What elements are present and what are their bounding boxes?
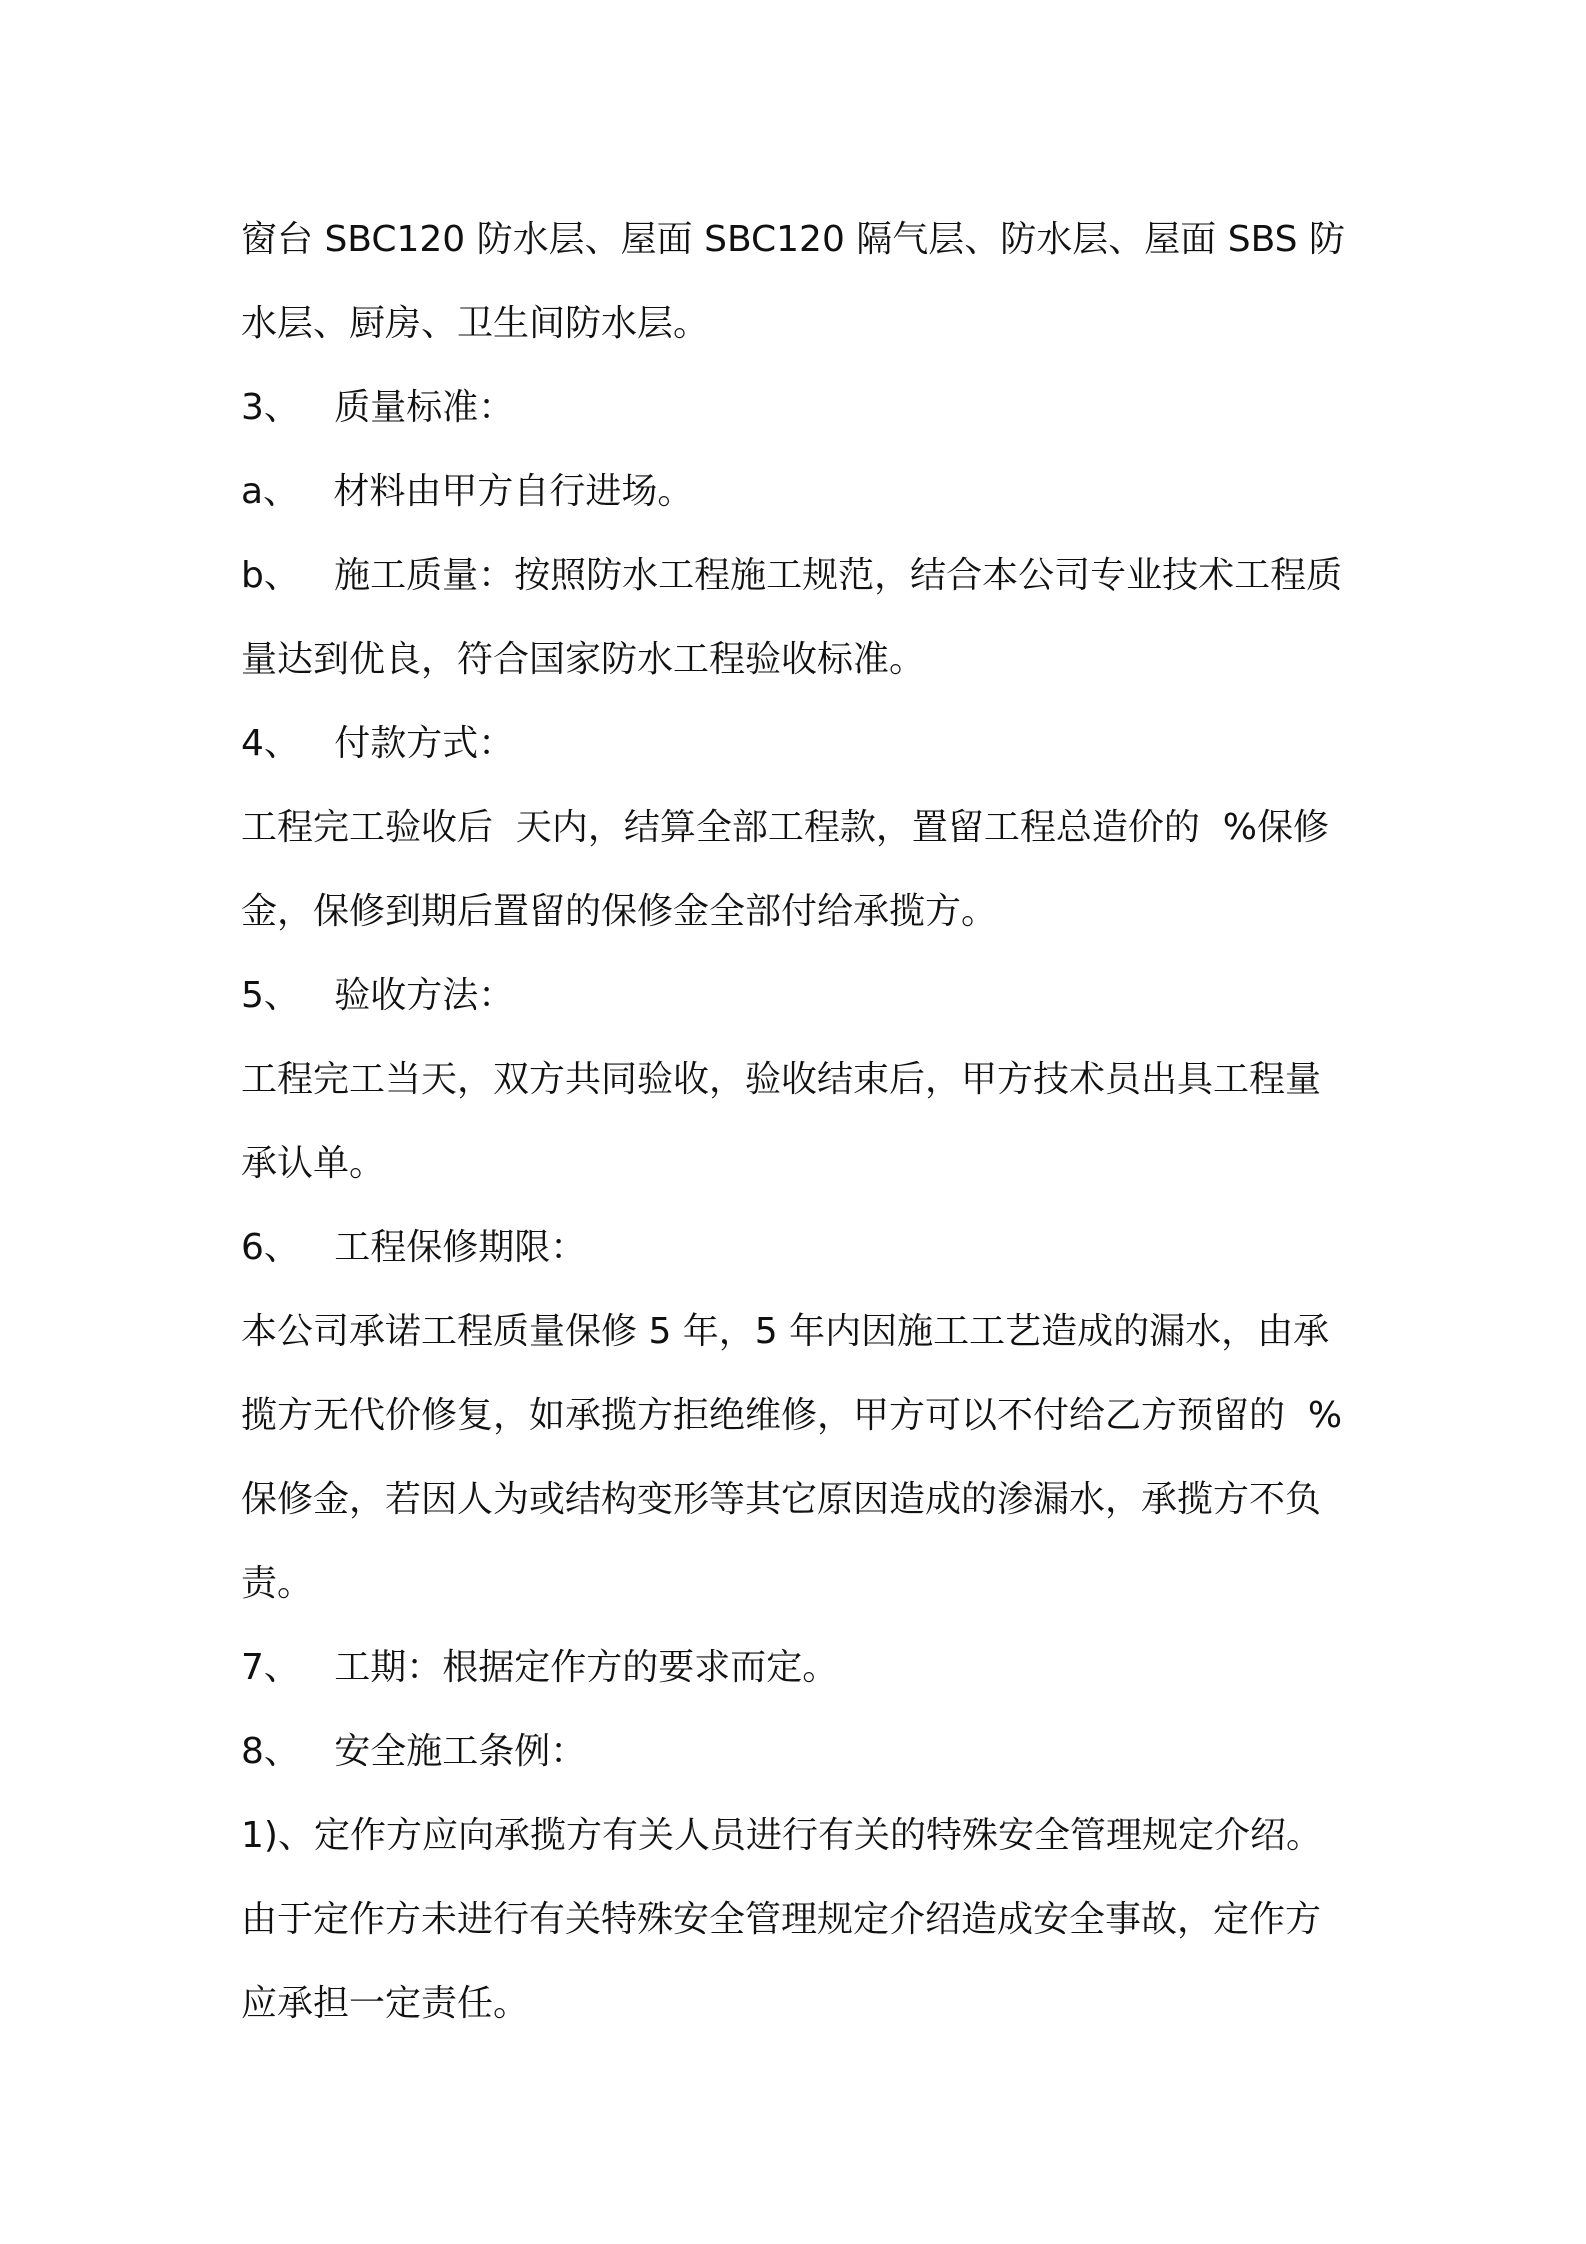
list-item: a、 材料由甲方自行进场。 (241, 471, 694, 512)
document-body (241, 198, 1356, 2046)
section-heading: 6、 工程保修期限： (241, 1227, 587, 1268)
section-heading: 7、 工期：根据定作方的要求而定。 (241, 1647, 839, 1688)
section-heading: 5、 验收方法： (241, 975, 515, 1016)
text-line: 工程完工验收后 天内，结算全部工程款，置留工程总造价的 %保修 (241, 807, 1329, 848)
text-line: 工程完工当天，双方共同验收，验收结束后，甲方技术员出具工程量 (241, 1059, 1322, 1100)
section-heading: 8、 安全施工条例： (241, 1731, 587, 1772)
section-heading: 3、 质量标准： (241, 387, 515, 428)
text-line: 量达到优良，符合国家防水工程验收标准。 (241, 639, 926, 680)
text-line: 水层、厨房、卫生间防水层。 (241, 303, 710, 344)
list-item: b、 施工质量：按照防水工程施工规范，结合本公司专业技术工程质 (241, 555, 1343, 596)
section-heading: 4、 付款方式： (241, 723, 515, 764)
text-line: 承认单。 (241, 1143, 386, 1184)
text-line: 责。 (241, 1563, 314, 1604)
text-line: 窗台 SBC120 防水层、屋面 SBC120 隔气层、防水层、屋面 SBS 防 (241, 219, 1345, 260)
text-line: 本公司承诺工程质量保修 5 年，5 年内因施工工艺造成的漏水，由承 (241, 1311, 1330, 1352)
text-line: 保修金，若因人为或结构变形等其它原因造成的渗漏水，承揽方不负 (241, 1479, 1322, 1520)
text-line: 由于定作方未进行有关特殊安全管理规定介绍造成安全事故，定作方 (241, 1899, 1322, 1940)
text-line: 金，保修到期后置留的保修金全部付给承揽方。 (241, 891, 998, 932)
text-line: 揽方无代价修复，如承揽方拒绝维修，甲方可以不付给乙方预留的 % (241, 1395, 1343, 1436)
text-line: 1)、定作方应向承揽方有关人员进行有关的特殊安全管理规定介绍。 (241, 1815, 1322, 1856)
text-line: 应承担一定责任。 (241, 1983, 530, 2024)
